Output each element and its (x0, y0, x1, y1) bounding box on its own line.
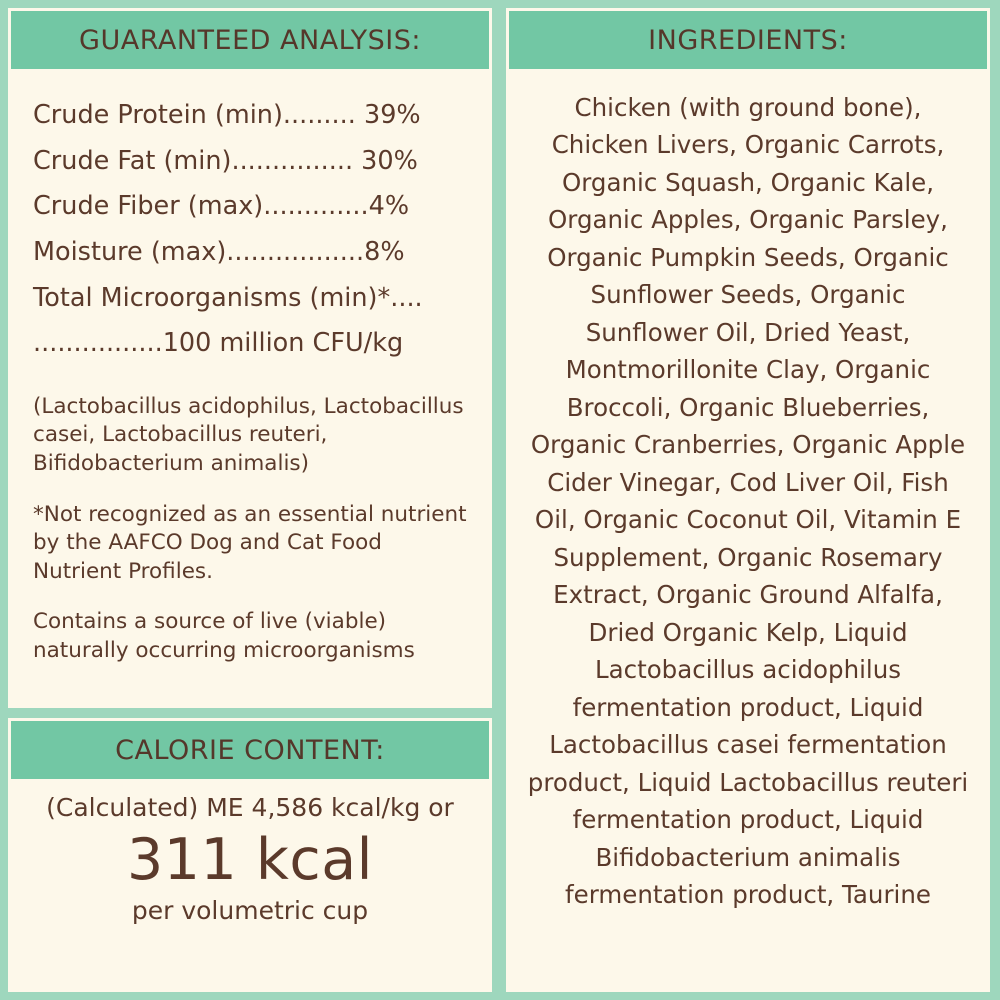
ga-row-fat: Crude Fat (min)............... 30% (33, 145, 418, 176)
ingredients-text: Chicken (with ground bone), Chicken Livers, Organic Carrots, Organic Squash, Organic Kale, Organic Apples, Organic Parsley, Organic Pumpkin Seeds, Organic Sunflower Seeds, Organic Sunflower Oil, Dried Yeast, Montmorillonite Clay, Organic Broccoli, Organic Blueberries, Organic Cranberries, Organic Apple Cider Vinegar, Cod Liver Oil, Fish Oil, Organic Coconut Oil, Vitamin E Supplement, Organic Rosemary Extract, Organic Ground Alfalfa, Dried Organic Kelp, Liquid Lactobacillus acidophilus fermentation product, Liquid Lactobacillus casei fermentation product, Liquid Lactobacillus reuteri fermentation product, Liquid Bifidobacterium animalis fermentation product, Taurine (527, 93, 969, 910)
ga-row-fiber: Crude Fiber (max).............4% (33, 191, 410, 222)
ga-live-microorganisms-note: Contains a source of live (viable) naturally occurring microorganisms (33, 609, 415, 663)
guaranteed-analysis-list (33, 87, 467, 367)
ga-asterisk-note: *Not recognized as an essential nutrient by the AAFCO Dog and Cat Food Nutrient Profiles. (33, 501, 467, 584)
ingredients-panel (506, 8, 990, 992)
ga-row-moisture: Moisture (max).................8% (33, 236, 405, 267)
guaranteed-analysis-header: GUARANTEED ANALYSIS: (11, 11, 489, 69)
calorie-per-cup-value: 311 kcal (126, 827, 374, 893)
ingredients-header: INGREDIENTS: (509, 11, 987, 69)
calorie-content-body (11, 779, 489, 935)
guaranteed-analysis-panel (8, 8, 492, 708)
calorie-per-cup-label: per volumetric cup (131, 896, 369, 926)
calorie-content-header: CALORIE CONTENT: (11, 721, 489, 779)
right-column (506, 8, 990, 992)
guaranteed-analysis-body (11, 69, 489, 680)
ga-cultures-note: (Lactobacillus acidophilus, Lactobacillus casei, Lactobacillus reuteri, Bifidobacterium animalis) (33, 393, 464, 477)
left-column (8, 8, 492, 992)
ga-row-microorganisms: Total Microorganisms (min)*.... (33, 282, 423, 313)
calorie-content-panel (8, 718, 492, 992)
ga-row-microorganisms-value: ................100 million CFU/kg (33, 328, 404, 359)
calorie-calculated-line: (Calculated) ME 4,586 kcal/kg or (46, 793, 454, 822)
ga-row-protein: Crude Protein (min)......... 39% (33, 100, 421, 130)
